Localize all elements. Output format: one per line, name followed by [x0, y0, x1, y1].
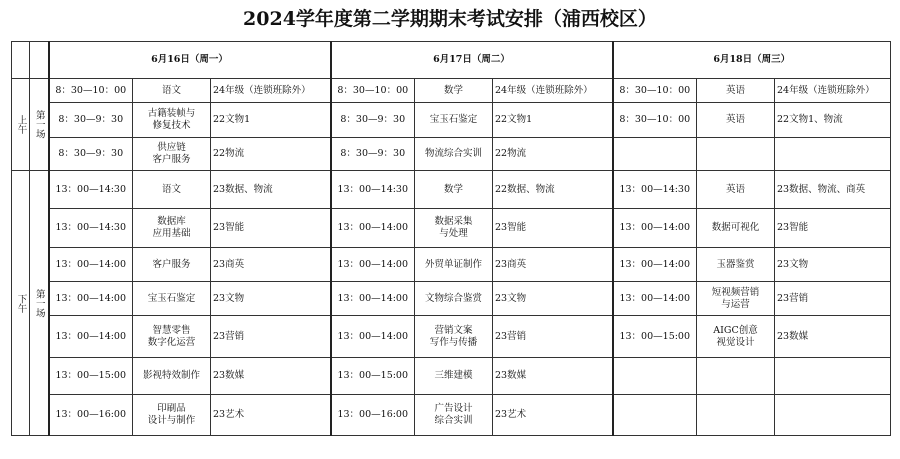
exam-time-mon: 13：00—15:00: [49, 358, 133, 395]
exam-classes-tue: 23艺术: [493, 395, 613, 436]
exam-time-tue: 8：30—9：30: [331, 138, 415, 171]
exam-subject-wed: 英语: [697, 79, 775, 103]
afternoon-session-label: [30, 171, 49, 436]
exam-classes-wed: 24年级（连锁班除外）: [775, 79, 891, 103]
table-row: [12, 316, 891, 358]
table-row: [12, 358, 891, 395]
exam-subject-tue: 广告设计 综合实训: [415, 395, 493, 436]
morning-session-text: 第一场: [33, 110, 45, 139]
exam-time-wed: [613, 395, 697, 436]
exam-classes-wed: 22文物1、物流: [775, 103, 891, 138]
exam-classes-wed: 23文物: [775, 248, 891, 282]
exam-time-wed: 8：30—10：00: [613, 79, 697, 103]
morning-label: [12, 79, 30, 171]
exam-time-tue: 13：00—14:00: [331, 316, 415, 358]
exam-subject-mon: 印刷品 设计与制作: [133, 395, 211, 436]
exam-time-mon: 8：30—10：00: [49, 79, 133, 103]
exam-time-tue: 13：00—14:00: [331, 248, 415, 282]
day-header-tue: 6月17日（周二）: [331, 42, 613, 79]
exam-subject-wed: 玉器鉴赏: [697, 248, 775, 282]
exam-time-mon: 13：00—14:00: [49, 282, 133, 316]
exam-classes-tue: 23商英: [493, 248, 613, 282]
exam-classes-mon: 22文物1: [211, 103, 331, 138]
exam-subject-tue: 数学: [415, 79, 493, 103]
exam-subject-mon: 数据库 应用基础: [133, 209, 211, 248]
table-row: [12, 138, 891, 171]
exam-time-tue: 8：30—9：30: [331, 103, 415, 138]
exam-classes-tue: 22数据、物流: [493, 171, 613, 209]
exam-time-mon: 8：30—9：30: [49, 103, 133, 138]
exam-time-wed: 13：00—14:00: [613, 248, 697, 282]
exam-classes-mon: 23数媒: [211, 358, 331, 395]
exam-classes-tue: 23营销: [493, 316, 613, 358]
exam-time-wed: [613, 358, 697, 395]
exam-subject-tue: 宝玉石鉴定: [415, 103, 493, 138]
exam-classes-mon: 23商英: [211, 248, 331, 282]
exam-subject-mon: 宝玉石鉴定: [133, 282, 211, 316]
exam-subject-mon: 古籍装帧与 修复技术: [133, 103, 211, 138]
exam-classes-wed: 23数据、物流、商英: [775, 171, 891, 209]
exam-subject-wed: [697, 358, 775, 395]
exam-subject-mon: 客户服务: [133, 248, 211, 282]
exam-classes-tue: 23数媒: [493, 358, 613, 395]
table-row: [12, 79, 891, 103]
exam-subject-tue: 三维建模: [415, 358, 493, 395]
exam-subject-tue: 文物综合鉴赏: [415, 282, 493, 316]
exam-subject-tue: 外贸单证制作: [415, 248, 493, 282]
exam-classes-tue: 22文物1: [493, 103, 613, 138]
day-header-wed: 6月18日（周三）: [613, 42, 891, 79]
exam-classes-tue: 23智能: [493, 209, 613, 248]
exam-time-wed: 13：00—14:00: [613, 209, 697, 248]
exam-time-mon: 8：30—9：30: [49, 138, 133, 171]
exam-classes-wed: [775, 358, 891, 395]
exam-subject-wed: AIGC创意 视觉设计: [697, 316, 775, 358]
exam-subject-wed: [697, 138, 775, 171]
exam-time-mon: 13：00—16:00: [49, 395, 133, 436]
exam-time-tue: 13：00—14:00: [331, 282, 415, 316]
exam-classes-mon: 23智能: [211, 209, 331, 248]
exam-time-tue: 13：00—14:30: [331, 171, 415, 209]
page-title: 2024学年度第二学期期末考试安排（浦西校区）: [243, 8, 657, 30]
exam-subject-mon: 智慧零售 数字化运营: [133, 316, 211, 358]
exam-classes-wed: [775, 138, 891, 171]
exam-time-wed: 8：30—10：00: [613, 103, 697, 138]
exam-time-wed: 13：00—14:30: [613, 171, 697, 209]
exam-subject-wed: 英语: [697, 103, 775, 138]
exam-time-wed: 13：00—14:00: [613, 282, 697, 316]
exam-classes-wed: 23数媒: [775, 316, 891, 358]
table-row: [12, 103, 891, 138]
morning-session-label: [30, 79, 49, 171]
exam-classes-mon: 23文物: [211, 282, 331, 316]
exam-classes-mon: 22物流: [211, 138, 331, 171]
exam-classes-mon: 23营销: [211, 316, 331, 358]
exam-time-tue: 13：00—15:00: [331, 358, 415, 395]
exam-classes-tue: 24年级（连锁班除外）: [493, 79, 613, 103]
exam-time-mon: 13：00—14:00: [49, 248, 133, 282]
table-row: [12, 282, 891, 316]
exam-subject-wed: 英语: [697, 171, 775, 209]
exam-subject-mon: 语文: [133, 171, 211, 209]
exam-subject-tue: 数据采集 与处理: [415, 209, 493, 248]
exam-time-tue: 8：30—10：00: [331, 79, 415, 103]
day-header-mon: 6月16日（周一）: [49, 42, 331, 79]
exam-time-wed: 13：00—15:00: [613, 316, 697, 358]
table-row: [12, 209, 891, 248]
morning-label-text: 上午: [15, 115, 27, 134]
exam-time-wed: [613, 138, 697, 171]
exam-subject-tue: 物流综合实训: [415, 138, 493, 171]
exam-time-tue: 13：00—16:00: [331, 395, 415, 436]
table-row: [12, 171, 891, 209]
corner-cell-2: [30, 42, 49, 79]
exam-time-mon: 13：00—14:30: [49, 209, 133, 248]
table-row: [12, 395, 891, 436]
exam-subject-wed: [697, 395, 775, 436]
exam-classes-tue: 22物流: [493, 138, 613, 171]
exam-subject-mon: 语文: [133, 79, 211, 103]
exam-subject-tue: 营销文案 写作与传播: [415, 316, 493, 358]
header-row: [12, 42, 891, 79]
exam-time-mon: 13：00—14:30: [49, 171, 133, 209]
exam-classes-mon: 23数据、物流: [211, 171, 331, 209]
afternoon-label: [12, 171, 30, 436]
afternoon-session-text: 第一场: [33, 288, 45, 318]
exam-time-mon: 13：00—14:00: [49, 316, 133, 358]
exam-time-tue: 13：00—14:00: [331, 209, 415, 248]
afternoon-label-text: 下午: [15, 293, 27, 313]
exam-classes-mon: 24年级（连锁班除外）: [211, 79, 331, 103]
exam-classes-tue: 23文物: [493, 282, 613, 316]
exam-schedule-table: [11, 41, 891, 436]
exam-subject-mon: 供应链 客户服务: [133, 138, 211, 171]
exam-classes-wed: 23智能: [775, 209, 891, 248]
table-row: [12, 248, 891, 282]
exam-subject-wed: 数据可视化: [697, 209, 775, 248]
exam-subject-mon: 影视特效制作: [133, 358, 211, 395]
exam-subject-wed: 短视频营销 与运营: [697, 282, 775, 316]
exam-subject-tue: 数学: [415, 171, 493, 209]
corner-cell-1: [12, 42, 30, 79]
exam-classes-wed: [775, 395, 891, 436]
exam-classes-mon: 23艺术: [211, 395, 331, 436]
exam-classes-wed: 23营销: [775, 282, 891, 316]
